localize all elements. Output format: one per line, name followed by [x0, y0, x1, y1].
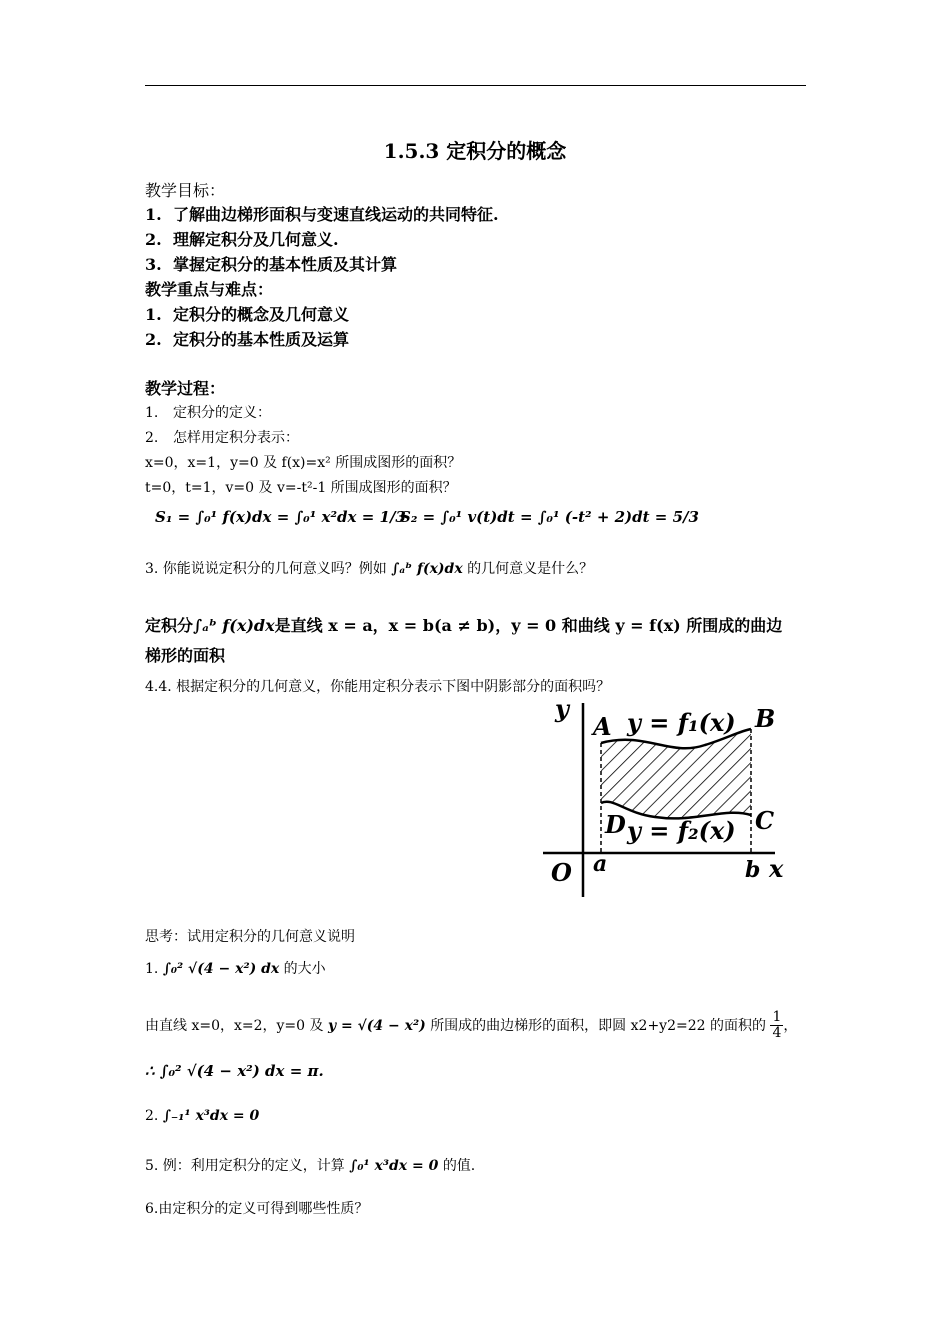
definition-line-1: 定积分∫ₐᵇ f(x)dx是直线 x = a，x = b(a ≠ b)，y = 0 和曲线 y = f(x) 所围成的曲边 [145, 616, 783, 635]
shaded-area-figure [535, 695, 815, 900]
label-f2: y = f₂(x) [627, 816, 736, 845]
think-q1-explanation: 由直线 x=0，x=2，y=0 及 y = √(4 − x²) 所围成的曲边梯形的面积，即圆 x2+y2=22 的面积的 $\frac{1}{4}$ ， [145, 1009, 798, 1042]
process-heading: 教学过程： [145, 379, 226, 398]
header-rule [145, 85, 806, 86]
label-y-axis: y [555, 695, 569, 723]
goal-item-3: 3. 掌握定积分的基本性质及其计算 [145, 255, 398, 274]
label-C: C [755, 806, 775, 835]
definition-line-2: 梯形的面积 [145, 646, 226, 665]
process-item-1: 1. 定积分的定义： [145, 405, 271, 421]
item3-integral: ∫ₐᵇ f(x)dx [391, 561, 463, 577]
page-title: 1.5.3 定积分的概念 [383, 139, 567, 163]
area-question-2: t=0，t=1，v=0 及 v=-t²-1 所围成图形的面积？ [145, 480, 457, 496]
key-point-item-1: 1. 定积分的概念及几何意义 [145, 305, 350, 324]
goal-item-1: 1. 了解曲边梯形面积与变速直线运动的共同特征. [145, 205, 499, 224]
think-question-2: 2. ∫₋₁¹ x³dx = 0 [145, 1108, 260, 1124]
q2-integral: ∫₋₁¹ x³dx = 0 [162, 1108, 260, 1124]
process-item-4: 4.4. 根据定积分的几何意义，你能用定积分表示下图中阴影部分的面积吗？ [145, 679, 611, 695]
fraction-one-quarter: $\frac{1}{4}$ [772, 1009, 782, 1042]
label-x-axis: x [769, 854, 784, 883]
label-b: b [745, 857, 761, 883]
example5-integral: ∫₀¹ x³dx = 0 [349, 1158, 439, 1174]
formula-s1: S₁ = ∫₀¹ f(x)dx = ∫₀¹ x²dx = 1/3 [155, 508, 406, 526]
label-f1: y = f₁(x) [627, 708, 736, 737]
item-6: 6.由定积分的定义可得到哪些性质？ [145, 1201, 369, 1217]
definition-integral: ∫ₐᵇ f(x)dx [193, 616, 275, 635]
key-points-heading: 教学重点与难点： [145, 280, 274, 299]
think-heading: 思考：试用定积分的几何意义说明 [145, 929, 355, 945]
think-question-1: 1. ∫₀² √(4 − x²) dx 的大小 [145, 961, 326, 977]
label-D: D [605, 810, 626, 839]
key-point-item-2: 2. 定积分的基本性质及运算 [145, 330, 350, 349]
process-item-3: 3. 你能说说定积分的几何意义吗？例如 ∫ₐᵇ f(x)dx 的几何意义是什么？ [145, 561, 594, 577]
q1-integral: ∫₀² √(4 − x²) dx [162, 961, 280, 977]
process-item-2: 2. 怎样用定积分表示： [145, 430, 299, 446]
formula-s2: S₂ = ∫₀¹ v(t)dt = ∫₀¹ (-t² + 2)dt = 5/3 [400, 508, 699, 526]
label-a: a [593, 851, 608, 877]
goal-item-2: 2. 理解定积分及几何意义. [145, 230, 339, 249]
label-origin: O [551, 858, 572, 887]
example-5: 5. 例：利用定积分的定义，计算 ∫₀¹ x³dx = 0 的值. [145, 1158, 476, 1174]
label-A: A [593, 712, 612, 741]
area-question-1: x=0，x=1，y=0 及 f(x)=x² 所围成图形的面积？ [145, 455, 462, 471]
goals-heading: 教学目标： [145, 181, 226, 200]
shaded-region [601, 729, 751, 818]
q1-explain-function: y = √(4 − x²) [327, 1017, 426, 1034]
label-B: B [755, 704, 776, 733]
think-q1-result: ∴ ∫₀² √(4 − x²) dx = π. [145, 1062, 324, 1080]
